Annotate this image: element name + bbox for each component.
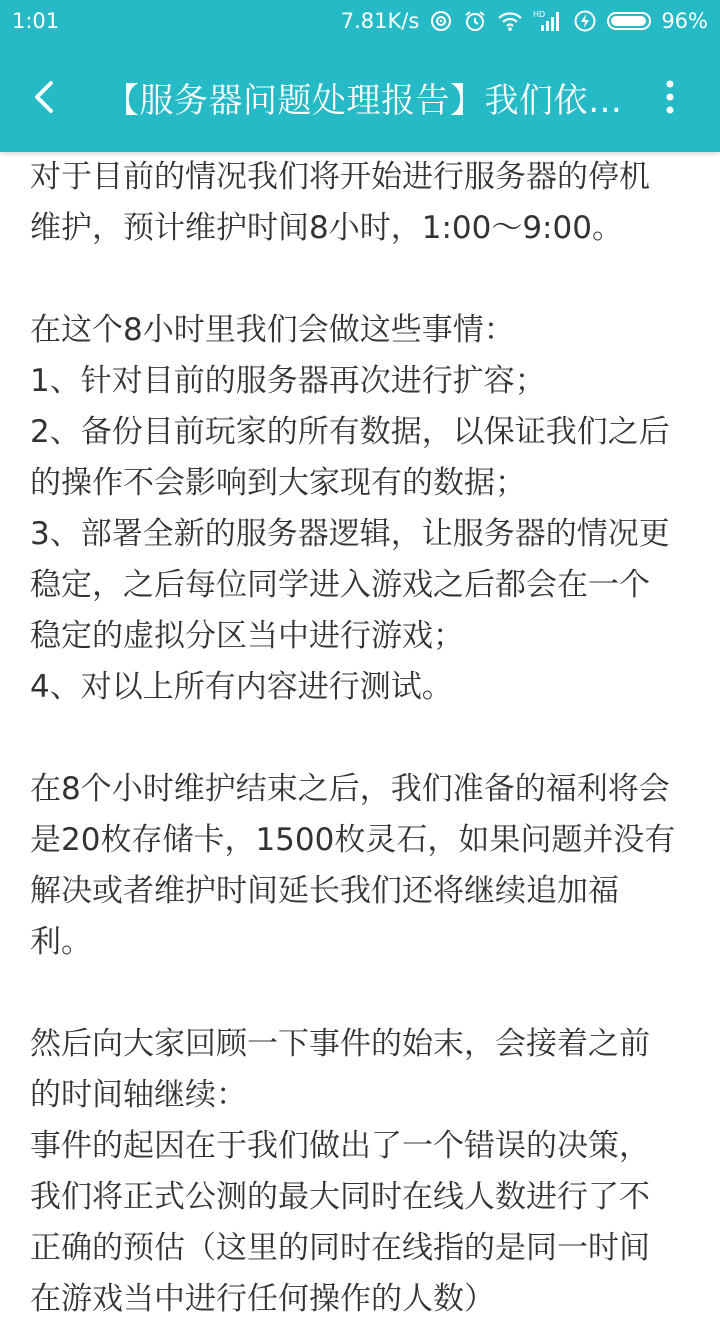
chevron-left-icon <box>29 77 57 117</box>
article-line: 1、针对目前的服务器再次进行扩容； <box>30 363 546 399</box>
article-line: 4、对以上所有内容进行测试。 <box>30 669 453 705</box>
status-icons <box>341 9 708 33</box>
article-line: 利。 <box>30 924 92 960</box>
paragraph-spacer <box>30 713 690 764</box>
charging-icon <box>573 9 597 33</box>
article-line: 稳定，之后每位同学进入游戏之后都会在一个 <box>30 567 650 603</box>
article-line: 然后向大家回顾一下事件的始末，会接着之前 <box>30 1026 650 1062</box>
article-line: 解决或者维护时间延长我们还将继续追加福 <box>30 873 619 909</box>
article-body <box>30 152 690 1325</box>
battery-icon <box>607 12 651 30</box>
article-line: 事件的起因在于我们做出了一个错误的决策， <box>30 1128 650 1164</box>
article-line: 的时间轴继续： <box>30 1077 247 1113</box>
hd-label: HD <box>533 10 546 19</box>
article-line: 2、备份目前玩家的所有数据，以保证我们之后 <box>30 414 670 450</box>
paragraph-spacer <box>30 254 690 305</box>
article-line: 维护，预计维护时间8小时，1:00～9:00。 <box>30 210 623 246</box>
article-line: 在游戏当中进行任何操作的人数） <box>30 1281 495 1317</box>
article-line: 的操作不会影响到大家现有的数据； <box>30 465 526 501</box>
hotspot-icon <box>429 9 453 33</box>
alarm-icon <box>463 9 487 33</box>
article-line: 对于目前的情况我们将开始进行服务器的停机 <box>30 159 650 195</box>
more-options-button[interactable] <box>650 42 690 152</box>
page-title: 【服务器问题处理报告】我们依… <box>105 80 623 121</box>
status-bar <box>0 0 720 42</box>
article-line: 正确的预估（这里的同时在线指的是同一时间 <box>30 1230 650 1266</box>
article-line: 在这个8小时里我们会做这些事情： <box>30 312 515 348</box>
article-line: 是20枚存储卡，1500枚灵石，如果问题并没有 <box>30 822 676 858</box>
battery-percent: 96% <box>661 9 708 33</box>
paragraph-spacer <box>30 968 690 1019</box>
more-vertical-icon <box>665 80 675 114</box>
article-line: 在8个小时维护结束之后，我们准备的福利将会 <box>30 771 670 807</box>
wifi-icon <box>497 10 523 32</box>
article-line: 3、部署全新的服务器逻辑，让服务器的情况更 <box>30 516 670 552</box>
article-line: 稳定的虚拟分区当中进行游戏； <box>30 618 464 654</box>
app-bar <box>0 42 720 152</box>
status-time: 1:01 <box>12 9 60 33</box>
article-line: 我们将正式公测的最大同时在线人数进行了不 <box>30 1179 650 1215</box>
network-speed: 7.81K/s <box>340 9 420 33</box>
signal-icon <box>533 9 563 33</box>
back-button[interactable] <box>3 42 83 152</box>
